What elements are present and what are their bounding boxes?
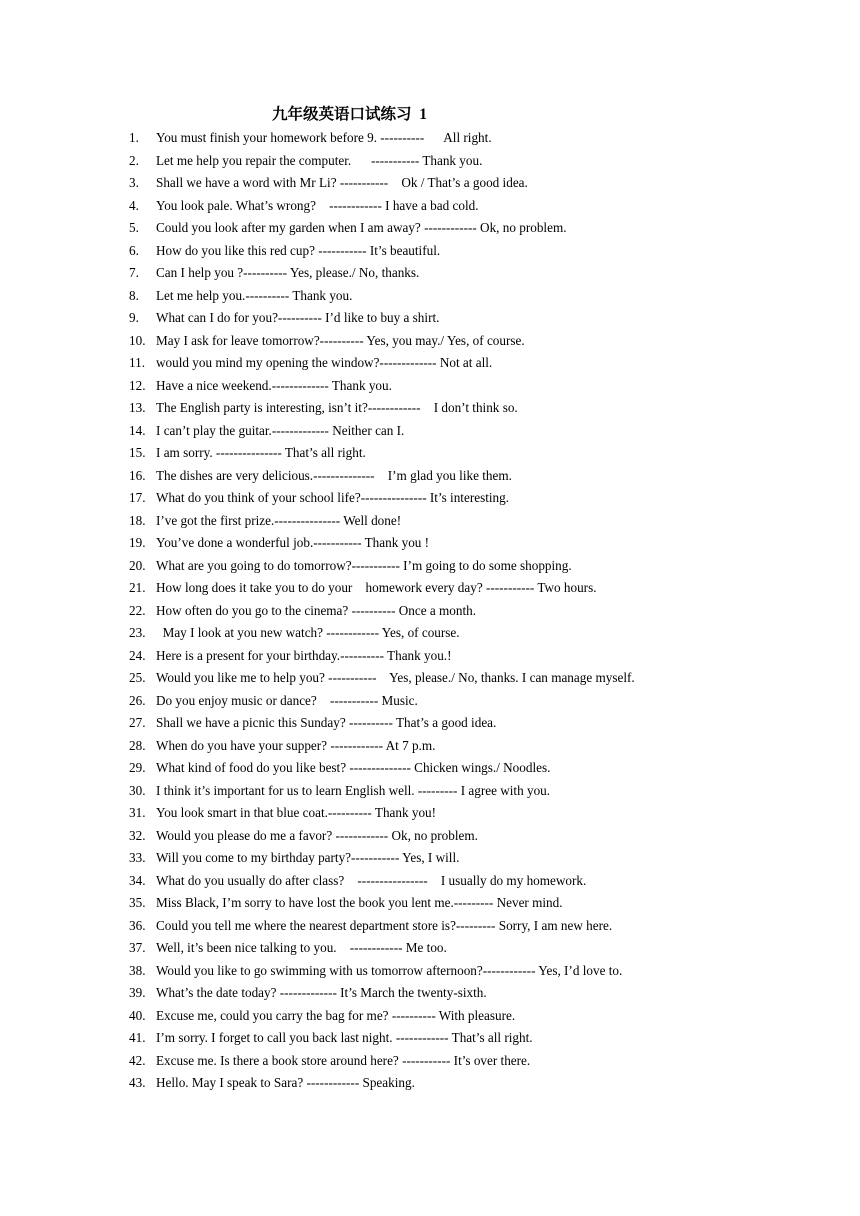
item-number: 14. xyxy=(129,422,146,438)
item-number: 31. xyxy=(129,805,146,820)
item-number: 11. xyxy=(129,355,145,370)
item-text: I think it’s important for us to learn English well. --------- I agree with you. xyxy=(156,782,551,798)
item-text: Do you enjoy music or dance? ----------- Music. xyxy=(156,692,418,708)
item-text: The dishes are very delicious.-------------- I’m glad you like them. xyxy=(156,467,512,483)
item-number: 26. xyxy=(129,692,146,708)
list-item xyxy=(0,172,860,195)
item-number: 34. xyxy=(129,872,146,888)
item-text: What’s the date today? ------------- It’s March the twenty-sixth. xyxy=(156,985,487,1000)
item-text: Can I help you ?---------- Yes, please./ No, thanks. xyxy=(156,265,420,280)
item-number: 30. xyxy=(129,782,146,798)
page-title: 九年级英语口试练习 1 xyxy=(272,106,428,123)
list-item xyxy=(0,780,860,803)
list-item xyxy=(0,487,860,510)
item-number: 3. xyxy=(129,175,139,190)
item-number: 18. xyxy=(129,512,146,528)
item-text: When do you have your supper? ------------ At 7 p.m. xyxy=(156,737,436,753)
item-text: Well, it’s been nice talking to you. ------------ Me too. xyxy=(156,940,447,955)
dialogue-list xyxy=(0,127,860,1095)
item-number: 17. xyxy=(129,490,146,505)
list-item xyxy=(0,825,860,848)
item-number: 12. xyxy=(129,377,146,393)
item-number: 25. xyxy=(129,670,146,685)
list-item xyxy=(0,150,860,173)
item-number: 37. xyxy=(129,940,146,955)
list-item xyxy=(0,667,860,690)
list-item xyxy=(0,195,860,218)
list-item xyxy=(0,735,860,758)
list-item xyxy=(0,645,860,668)
item-number: 23. xyxy=(129,625,146,640)
item-number: 36. xyxy=(129,917,146,933)
item-text: Would you like me to help you? ----------- Yes, please./ No, thanks. I can manage myself. xyxy=(156,670,635,685)
item-text: Shall we have a word with Mr Li? ----------- Ok / That’s a good idea. xyxy=(156,175,528,190)
item-number: 39. xyxy=(129,985,146,1000)
list-item xyxy=(0,937,860,960)
list-item xyxy=(0,240,860,263)
item-text: Shall we have a picnic this Sunday? ---------- That’s a good idea. xyxy=(156,715,497,730)
item-text: I’m sorry. I forget to call you back last night. ------------ That’s all right. xyxy=(156,1030,533,1045)
list-item xyxy=(0,532,860,555)
item-text: Let me help you.---------- Thank you. xyxy=(156,287,353,303)
item-number: 28. xyxy=(129,737,146,753)
item-text: Excuse me, could you carry the bag for me? ---------- With pleasure. xyxy=(156,1007,516,1023)
item-number: 22. xyxy=(129,602,146,618)
item-text: How long does it take you to do your homework every day? ----------- Two hours. xyxy=(156,580,597,595)
list-item xyxy=(0,555,860,578)
list-item xyxy=(0,127,860,150)
list-item xyxy=(0,915,860,938)
item-number: 9. xyxy=(129,310,139,325)
item-text: What can I do for you?---------- I’d like to buy a shirt. xyxy=(156,310,440,325)
item-text: Let me help you repair the computer. ----------- Thank you. xyxy=(156,152,483,168)
item-number: 21. xyxy=(129,580,146,595)
item-text: I can’t play the guitar.------------- Neither can I. xyxy=(156,422,405,438)
item-number: 16. xyxy=(129,467,146,483)
list-item xyxy=(0,1072,860,1095)
item-number: 5. xyxy=(129,220,139,235)
list-item xyxy=(0,1005,860,1028)
item-text: Here is a present for your birthday.---------- Thank you.! xyxy=(156,647,452,663)
item-text: What are you going to do tomorrow?----------- I’m going to do some shopping. xyxy=(156,557,572,573)
list-item xyxy=(0,352,860,375)
item-text: Could you look after my garden when I am away? ------------ Ok, no problem. xyxy=(156,220,567,235)
item-number: 40. xyxy=(129,1007,146,1023)
list-item xyxy=(0,307,860,330)
list-item xyxy=(0,330,860,353)
list-item xyxy=(0,262,860,285)
list-item xyxy=(0,870,860,893)
item-number: 20. xyxy=(129,557,146,573)
item-text: Would you please do me a favor? ------------ Ok, no problem. xyxy=(156,827,478,843)
item-number: 4. xyxy=(129,197,139,213)
list-item xyxy=(0,712,860,735)
item-number: 15. xyxy=(129,445,146,460)
item-number: 42. xyxy=(129,1052,146,1068)
item-text: Excuse me. Is there a book store around here? ----------- It’s over there. xyxy=(156,1052,531,1068)
list-item xyxy=(0,577,860,600)
item-text: Would you like to go swimming with us tomorrow afternoon?------------ Yes, I’d love to. xyxy=(156,962,623,978)
item-number: 32. xyxy=(129,827,146,843)
item-number: 7. xyxy=(129,265,139,280)
list-item xyxy=(0,375,860,398)
list-item xyxy=(0,802,860,825)
list-item xyxy=(0,622,860,645)
item-text: Have a nice weekend.------------- Thank you. xyxy=(156,377,392,393)
item-number: 29. xyxy=(129,760,146,775)
item-text: What do you usually do after class? ---------------- I usually do my homework. xyxy=(156,872,587,888)
item-number: 6. xyxy=(129,242,139,258)
item-number: 38. xyxy=(129,962,146,978)
item-text: would you mind my opening the window?------------- Not at all. xyxy=(156,355,493,370)
item-number: 27. xyxy=(129,715,146,730)
list-item xyxy=(0,960,860,983)
item-text: What do you think of your school life?--------------- It’s interesting. xyxy=(156,490,510,505)
item-number: 19. xyxy=(129,535,146,550)
list-item xyxy=(0,982,860,1005)
item-number: 10. xyxy=(129,332,146,348)
item-text: How do you like this red cup? ----------- It’s beautiful. xyxy=(156,242,441,258)
list-item xyxy=(0,600,860,623)
item-text: Could you tell me where the nearest department store is?--------- Sorry, I am new here. xyxy=(156,917,613,933)
list-item xyxy=(0,397,860,420)
item-number: 2. xyxy=(129,152,139,168)
item-text: May I ask for leave tomorrow?---------- Yes, you may./ Yes, of course. xyxy=(156,332,525,348)
list-item xyxy=(0,892,860,915)
item-text: I’ve got the first prize.--------------- Well done! xyxy=(156,512,402,528)
item-text: I am sorry. --------------- That’s all right. xyxy=(156,445,366,460)
item-text: How often do you go to the cinema? ---------- Once a month. xyxy=(156,602,477,618)
item-number: 35. xyxy=(129,895,146,910)
item-text: Miss Black, I’m sorry to have lost the book you lent me.--------- Never mind. xyxy=(156,895,563,910)
item-text: You’ve done a wonderful job.----------- Thank you ! xyxy=(156,535,430,550)
item-number: 33. xyxy=(129,850,146,865)
list-item xyxy=(0,420,860,443)
list-item xyxy=(0,690,860,713)
item-text: May I look at you new watch? ------------ Yes, of course. xyxy=(156,625,460,640)
item-number: 8. xyxy=(129,287,139,303)
list-item xyxy=(0,1027,860,1050)
item-text: You look smart in that blue coat.---------- Thank you! xyxy=(156,805,437,820)
item-number: 41. xyxy=(129,1030,146,1045)
item-number: 13. xyxy=(129,400,146,415)
item-text: Will you come to my birthday party?----------- Yes, I will. xyxy=(156,850,460,865)
list-item xyxy=(0,757,860,780)
item-text: You must finish your homework before 9. ---------- All right. xyxy=(156,130,492,145)
list-item xyxy=(0,465,860,488)
item-text: What kind of food do you like best? -------------- Chicken wings./ Noodles. xyxy=(156,760,551,775)
item-text: The English party is interesting, isn’t it?------------ I don’t think so. xyxy=(156,400,518,415)
item-text: Hello. May I speak to Sara? ------------ Speaking. xyxy=(156,1075,415,1090)
item-number: 24. xyxy=(129,647,146,663)
list-item xyxy=(0,285,860,308)
item-number: 43. xyxy=(129,1075,146,1090)
list-item xyxy=(0,847,860,870)
item-number: 1. xyxy=(129,130,139,145)
list-item xyxy=(0,442,860,465)
item-text: You look pale. What’s wrong? ------------ I have a bad cold. xyxy=(156,197,479,213)
list-item xyxy=(0,510,860,533)
list-item xyxy=(0,217,860,240)
list-item xyxy=(0,1050,860,1073)
